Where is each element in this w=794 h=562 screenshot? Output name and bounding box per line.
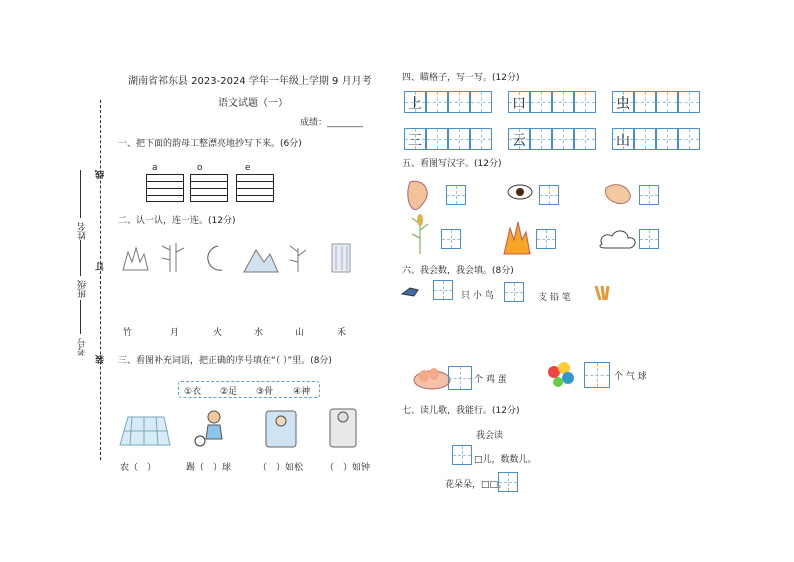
pencils-icon: [596, 286, 608, 300]
q5-box-fire[interactable]: [536, 229, 556, 249]
char-san: 三: [408, 133, 422, 149]
binding-line: [100, 100, 101, 460]
q6-title: 六、我会数，我会填。(8分): [402, 266, 514, 276]
kaohao-blank: [80, 300, 81, 334]
eye-icon: [508, 185, 532, 199]
soccer-player-icon: [195, 411, 222, 446]
grain-icon: [412, 214, 428, 254]
banji-label: 班级: [78, 280, 88, 298]
standing-figure-icon: [330, 409, 356, 447]
fire-icon: [504, 222, 530, 254]
q1-title: 一、把下面的韵母工整漂亮地抄写下来。(6分): [118, 139, 302, 149]
q1-letter-e: e: [245, 163, 251, 173]
bamboo-icon: [162, 243, 184, 272]
kaohao-label: 考号: [78, 338, 88, 356]
q7-box-2[interactable]: [498, 472, 518, 492]
q5-box-eye[interactable]: [539, 185, 559, 205]
xingming-blank: [80, 170, 81, 218]
q6-item-1: 只 小 鸟: [461, 291, 494, 301]
q3-blank-1[interactable]: 农（ ）: [120, 463, 157, 473]
q2-word-4: 水: [254, 328, 264, 338]
score-label: 成绩：________: [300, 118, 364, 128]
q6-item-3: 个 鸡 蛋: [474, 375, 507, 385]
q4-title: 四、瞄格子，写一写。(12分): [402, 73, 520, 83]
q5-box-ear[interactable]: [446, 185, 466, 205]
q2-word-1: 竹: [123, 328, 133, 338]
q7-line-1: □儿，数数儿。: [474, 455, 537, 465]
q3-option-3: ③骨: [256, 387, 274, 397]
q6-box-balloons[interactable]: [584, 362, 610, 388]
ding-label: 订: [96, 262, 106, 271]
ear-icon: [408, 181, 427, 209]
banji-blank: [80, 240, 81, 276]
q2-word-3: 火: [213, 328, 223, 338]
q6-pictures-row2: [412, 362, 612, 394]
q4-grid-kou[interactable]: [508, 91, 596, 113]
q6-item-2: 支 铅 笔: [538, 293, 571, 303]
q2-pictures: [118, 240, 358, 276]
hand-icon: [605, 185, 630, 204]
char-chong: 虫: [616, 96, 630, 112]
q6-box-pencil[interactable]: [504, 282, 524, 302]
moon-icon: [208, 246, 222, 270]
q6-box-bird[interactable]: [433, 280, 453, 300]
q6-item-4: 个 气 球: [614, 372, 647, 382]
sitting-figure-icon: [266, 411, 296, 447]
balloons-icon: [548, 362, 574, 387]
q7-box-1[interactable]: [452, 445, 472, 465]
q3-pictures: [116, 405, 376, 449]
q2-title: 二、认一认，连一连。(12分): [118, 216, 236, 226]
q3-blank-3[interactable]: （ ）如松: [258, 463, 304, 473]
q4-grid-shang[interactable]: [404, 91, 492, 113]
q3-option-1: ①衣: [184, 387, 202, 397]
q1-letter-a: a: [152, 163, 158, 173]
char-shang: 上: [408, 96, 422, 112]
q5-pictures: [402, 178, 642, 258]
q7-poem-title: 我会读: [476, 431, 504, 441]
exam-subtitle: 语文试题（一）: [218, 98, 288, 109]
char-kou: 口: [512, 96, 526, 112]
q3-option-2: ②足: [220, 387, 238, 397]
q5-box-cloud[interactable]: [639, 229, 659, 249]
xingming-label: 姓名: [78, 222, 88, 240]
q7-title: 七、读儿歌，我能行。(12分): [402, 406, 520, 416]
char-shan: 山: [616, 133, 630, 149]
mountain-icon: [244, 250, 278, 272]
q3-title: 三、看图补充词语，把正确的序号填在“（ ）”里。(8分): [118, 356, 332, 366]
q6-box-eggs[interactable]: [448, 366, 472, 390]
water-icon: [332, 244, 350, 272]
q3-blank-2[interactable]: 踢（ ）球: [186, 463, 232, 473]
q5-box-grain[interactable]: [441, 229, 461, 249]
q4-grid-yun[interactable]: [508, 128, 596, 150]
q5-title: 五、看图写汉字。(12分): [402, 159, 502, 169]
cloud-icon: [600, 231, 635, 248]
four-line-grid-a[interactable]: [146, 174, 184, 202]
q7-line-2: 花朵朵，□□。: [445, 480, 508, 490]
q2-word-5: 山: [295, 328, 305, 338]
q5-box-hand[interactable]: [639, 185, 659, 205]
fire-icon: [123, 248, 148, 270]
bird-icon: [402, 288, 418, 296]
q2-word-2: 月: [170, 328, 180, 338]
q4-grid-chong[interactable]: [612, 91, 700, 113]
q1-letter-o: o: [197, 163, 203, 173]
q4-grid-san[interactable]: [404, 128, 492, 150]
exam-title: 湖南省祁东县 2023-2024 学年一年级上学期 9 月月考: [128, 76, 372, 87]
rice-plant-icon: [290, 246, 306, 272]
q2-word-6: 禾: [337, 328, 347, 338]
zhuang-label: 装: [96, 355, 106, 364]
q4-grid-shan[interactable]: [612, 128, 700, 150]
q3-option-4: ④神: [293, 387, 311, 397]
xian-label: 线: [96, 170, 106, 179]
four-line-grid-e[interactable]: [236, 174, 274, 202]
field-icon: [120, 417, 170, 445]
eggs-icon: [414, 368, 450, 389]
four-line-grid-o[interactable]: [190, 174, 228, 202]
q3-blank-4[interactable]: （ ）如钟: [325, 463, 371, 473]
char-yun: 云: [512, 133, 526, 149]
